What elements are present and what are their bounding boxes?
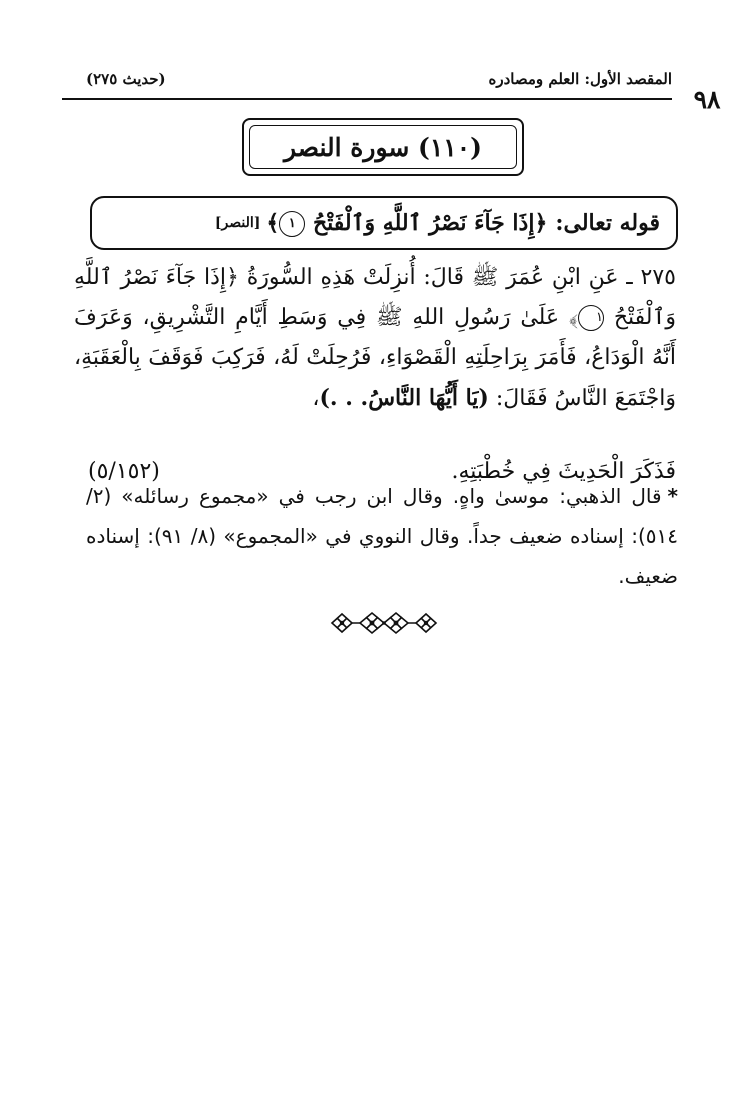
hadith-part-1: ٢٧٥ ـ عَنِ ابْنِ عُمَرَ ﷺ قَالَ: أُنزِلَتْ هَذِهِ السُّورَةُ ﴿إِذَا جَآءَ نَصْرُ ٱللَّهِ وَٱلْفَتْحُ xyxy=(74,265,677,330)
surah-title-inner-frame xyxy=(249,125,517,169)
hadith-quote: (يَا أَيُّهَا النَّاسُ. . .) xyxy=(319,385,489,411)
hadith-source-ref: (٥/١٥٢) xyxy=(88,459,160,484)
takhrij-note xyxy=(86,476,678,596)
header-section-title: المقصد الأول: العلم ومصادره xyxy=(488,70,672,88)
surah-title-frame xyxy=(242,118,524,176)
header-hadith-ref: (حديث ٢٧٥) xyxy=(86,70,166,88)
header-rule xyxy=(62,98,672,100)
note-text: قال الذهبي: موسىٰ واهٍ. وقال ابن رجب في «مجموع رسائله» (٢/ ٥١٤): إسناده ضعيف جداً. وقال النووي في «المجموع» (٨/ ٩١): إسناده ضعيف. xyxy=(86,484,678,588)
hadith-part-3: ، xyxy=(312,386,320,411)
verse-text xyxy=(266,210,547,237)
page-number: ٩٨ xyxy=(693,85,721,114)
hadith-closing-text: فَذَكَرَ الْحَدِيثَ فِي خُطْبَتِهِ. xyxy=(451,459,676,484)
floral-ornament-icon xyxy=(328,608,440,638)
verse-box xyxy=(90,196,678,250)
verse-close-bracket: ﴾ xyxy=(266,209,280,236)
verse-surah-ref: [النصر] xyxy=(214,215,261,231)
ayah-end-marker-icon: ١ xyxy=(279,211,305,237)
note-star-icon: * xyxy=(667,484,678,508)
surah-title: (١١٠) سورة النصر xyxy=(284,132,482,162)
hadith-ayah-end-marker-icon: ١ xyxy=(578,305,604,331)
running-header xyxy=(62,68,672,98)
hadith-text xyxy=(74,258,676,419)
verse-label: قوله تعالى: xyxy=(555,210,660,236)
hadith-part-2: ﴾ عَلَىٰ رَسُولِ اللهِ ﷺ فِي وَسَطِ أَيَّامِ التَّشْرِيقِ، وَعَرَفَ أَنَّهُ الْوَدَاعُ، فَأَمَرَ بِرَاحِلَتِهِ الْقَصْوَاءِ، فَرُحِلَتْ لَهُ، فَرَكِبَ فَوَقَفَ بِالْعَقَبَةِ، وَاجْتَمَعَ النَّاسُ فَقَالَ: xyxy=(74,305,676,411)
verse-quran-text: ﴿إِذَا جَآءَ نَصْرُ ٱللَّهِ وَٱلْفَتْحُ xyxy=(312,209,548,236)
